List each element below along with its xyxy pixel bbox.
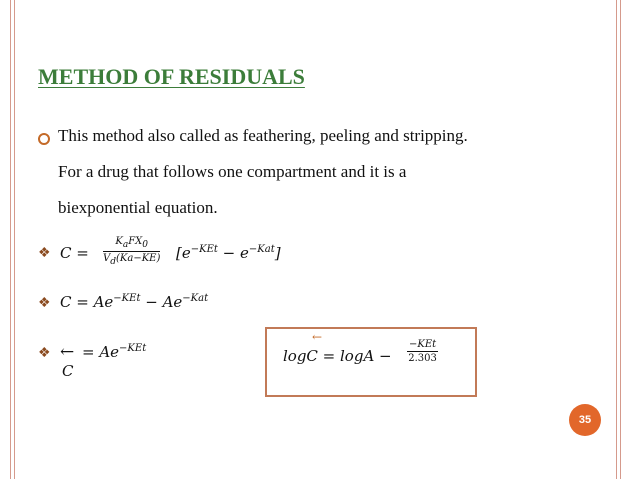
diamond-bullet-icon: ❖	[38, 296, 51, 311]
eq4-fraction	[407, 339, 438, 364]
eq3-arrow: ←	[60, 342, 75, 362]
eq4-numerator: −KEt	[409, 339, 437, 350]
eq1-numerator: $K_aFX_0$	[103, 236, 160, 252]
eq3-c: C	[62, 362, 74, 380]
eq1-fraction	[103, 236, 160, 267]
paragraph-line-1: This method also called as feathering, peeling and stripping.	[58, 126, 468, 145]
left-border-line-inner	[14, 0, 15, 479]
eq1-denominator: $V_d(Ka-KE)$	[103, 253, 161, 267]
paragraph-line-2: For a drug that follows one compartment and it is a	[58, 162, 407, 181]
eq4-lhs: logC = logA −	[283, 347, 392, 365]
paragraph-line-3: biexponential equation.	[58, 198, 218, 217]
circle-bullet-icon	[38, 133, 50, 145]
eq1-lhs: C =	[60, 244, 89, 262]
page-number-badge: 35	[569, 404, 601, 436]
eq3-expression: = $Ae^{-KEt}$	[82, 343, 147, 361]
right-border-line-inner	[620, 0, 621, 479]
eq2-expression: $C = Ae^{-KEt} - Ae^{-Kat}$	[60, 293, 209, 311]
right-border-line	[616, 0, 617, 479]
diamond-bullet-icon: ❖	[38, 346, 51, 361]
diamond-bullet-icon: ❖	[38, 246, 51, 261]
eq4-arrow: ←	[312, 330, 323, 344]
slide-title: METHOD OF RESIDUALS	[38, 64, 305, 89]
eq4-denominator: 2.303	[408, 353, 437, 364]
left-border-line	[10, 0, 11, 479]
eq1-bracket-expression: $[e^{-KEt} - e^{-Kat}]$	[176, 244, 281, 262]
